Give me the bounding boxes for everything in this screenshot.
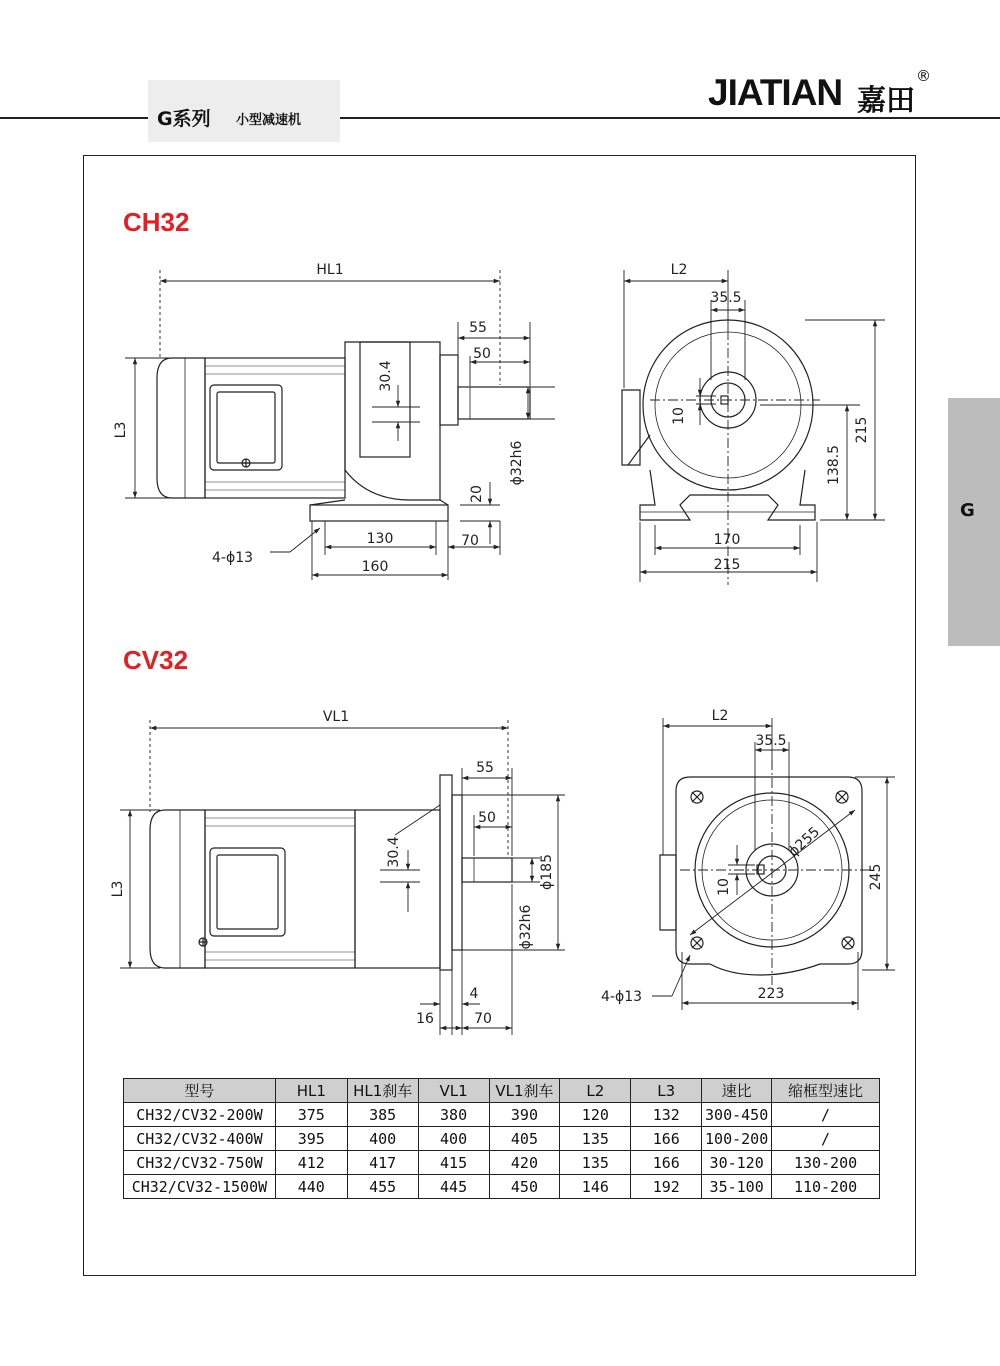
ch32-front-dim-170: 170	[713, 532, 741, 548]
cell-vl1-brake: 405	[489, 1127, 560, 1151]
cv32-front-dim-223: 223	[757, 986, 785, 1002]
spec-table-header	[124, 1079, 880, 1103]
col-header-l3: L3	[631, 1079, 702, 1103]
ch32-front-dim-35-5: 35.5	[710, 290, 742, 306]
cv32-dim-4: 4	[469, 986, 479, 1002]
cv32-dim-16: 16	[416, 1011, 434, 1027]
cell-vl1: 445	[418, 1175, 489, 1199]
cell-vl1: 380	[418, 1103, 489, 1127]
cell-hl1-brake: 455	[347, 1175, 418, 1199]
cv32-front-dim-35-5: 35.5	[755, 733, 787, 749]
col-header-l2: L2	[560, 1079, 631, 1103]
cv32-front-dim-l2: L2	[711, 708, 729, 724]
cell-vl1: 415	[418, 1151, 489, 1175]
cell-model: CH32/CV32-1500W	[124, 1175, 276, 1199]
cv32-dim-30-4: 30.4	[386, 836, 402, 868]
cv32-side-view	[150, 775, 512, 970]
cv32-front-dim-holes: 4-ϕ13	[601, 989, 643, 1005]
cv32-front-dim-245: 245	[868, 863, 884, 891]
ch32-front-dim-l2: L2	[670, 262, 688, 278]
cell-l3: 166	[631, 1127, 702, 1151]
cv32-front-dim-10: 10	[716, 878, 732, 896]
cell-l3: 132	[631, 1103, 702, 1127]
cell-vl1-brake: 390	[489, 1103, 560, 1127]
section-index-letter: G	[960, 500, 975, 521]
cell-model: CH32/CV32-400W	[124, 1127, 276, 1151]
ch32-front-dim-215-height: 215	[854, 416, 870, 444]
series-code: G系列	[157, 108, 211, 130]
cv32-dim-l3: L3	[110, 880, 126, 898]
ch32-dim-130: 130	[366, 531, 394, 547]
cv32-dim-vl1: VL1	[322, 709, 350, 725]
table-row	[124, 1151, 880, 1175]
cv32-front-dimensions	[652, 718, 895, 1010]
cv32-dim-70: 70	[474, 1011, 492, 1027]
col-header-compact-ratio: 缩框型速比	[772, 1079, 880, 1103]
series-name: 小型减速机	[236, 113, 302, 128]
cell-vl1: 400	[418, 1127, 489, 1151]
col-header-hl1-brake: HL1刹车	[347, 1079, 418, 1103]
ch32-dim-20: 20	[469, 485, 485, 503]
cell-compact-ratio: /	[772, 1103, 880, 1127]
col-header-vl1-brake: VL1刹车	[489, 1079, 560, 1103]
ch32-dim-holes: 4-ϕ13	[212, 550, 254, 566]
ch32-dim-hl1: HL1	[316, 262, 344, 278]
ch32-front-dim-10: 10	[671, 407, 687, 425]
col-header-vl1: VL1	[418, 1079, 489, 1103]
cell-compact-ratio: 110-200	[772, 1175, 880, 1199]
cv32-dim-50: 50	[478, 810, 496, 826]
cv32-dim-shaft-dia: ϕ32h6	[518, 904, 534, 950]
cell-l3: 166	[631, 1151, 702, 1175]
col-header-hl1: HL1	[275, 1079, 347, 1103]
cell-ratio: 300-450	[702, 1103, 772, 1127]
cell-model: CH32/CV32-200W	[124, 1103, 276, 1127]
cell-hl1: 412	[275, 1151, 347, 1175]
cell-hl1: 375	[275, 1103, 347, 1127]
cell-hl1-brake: 385	[347, 1103, 418, 1127]
cv32-dim-flange-dia: ϕ185	[539, 854, 555, 890]
cell-compact-ratio: 130-200	[772, 1151, 880, 1175]
ch32-front-dim-138-5: 138.5	[826, 444, 842, 486]
col-header-model: 型号	[124, 1079, 276, 1103]
col-header-ratio: 速比	[702, 1079, 772, 1103]
cell-hl1: 440	[275, 1175, 347, 1199]
cell-ratio: 35-100	[702, 1175, 772, 1199]
ch32-dim-l3: L3	[113, 421, 129, 439]
brand-logo-chinese: 嘉田	[857, 83, 916, 117]
brand-logo-latin: JIATIAN	[708, 72, 843, 113]
ch32-dim-30-4: 30.4	[378, 360, 394, 392]
cell-l2: 120	[560, 1103, 631, 1127]
table-row	[124, 1127, 880, 1151]
ch32-front-view	[622, 320, 815, 520]
cv32-side-dimensions	[120, 720, 565, 1035]
cell-hl1-brake: 400	[347, 1127, 418, 1151]
ch32-front-dim-215-width: 215	[713, 557, 741, 573]
table-row	[124, 1103, 880, 1127]
cv32-front-view	[660, 777, 862, 975]
cell-hl1: 395	[275, 1127, 347, 1151]
cell-l2: 135	[560, 1151, 631, 1175]
cell-compact-ratio: /	[772, 1127, 880, 1151]
ch32-dim-70: 70	[461, 533, 479, 549]
cell-ratio: 100-200	[702, 1127, 772, 1151]
registered-mark: ®	[916, 67, 931, 85]
cell-hl1-brake: 417	[347, 1151, 418, 1175]
cell-l3: 192	[631, 1175, 702, 1199]
ch32-dim-55: 55	[469, 320, 487, 336]
cv32-dim-55: 55	[476, 760, 494, 776]
cv32-title: CV32	[123, 645, 189, 675]
cell-l2: 146	[560, 1175, 631, 1199]
ch32-title: CH32	[123, 207, 190, 237]
spec-table	[123, 1078, 880, 1199]
cell-vl1-brake: 450	[489, 1175, 560, 1199]
ch32-dim-shaft-dia: ϕ32h6	[509, 440, 525, 486]
cell-vl1-brake: 420	[489, 1151, 560, 1175]
cell-ratio: 30-120	[702, 1151, 772, 1175]
cell-model: CH32/CV32-750W	[124, 1151, 276, 1175]
ch32-side-dimensions	[125, 270, 555, 580]
cv32-front-dim-255: ϕ255	[785, 824, 824, 861]
ch32-front-dimensions	[624, 270, 885, 585]
ch32-dim-160: 160	[361, 559, 389, 575]
cell-l2: 135	[560, 1127, 631, 1151]
table-row	[124, 1175, 880, 1199]
ch32-dim-50: 50	[473, 346, 491, 362]
